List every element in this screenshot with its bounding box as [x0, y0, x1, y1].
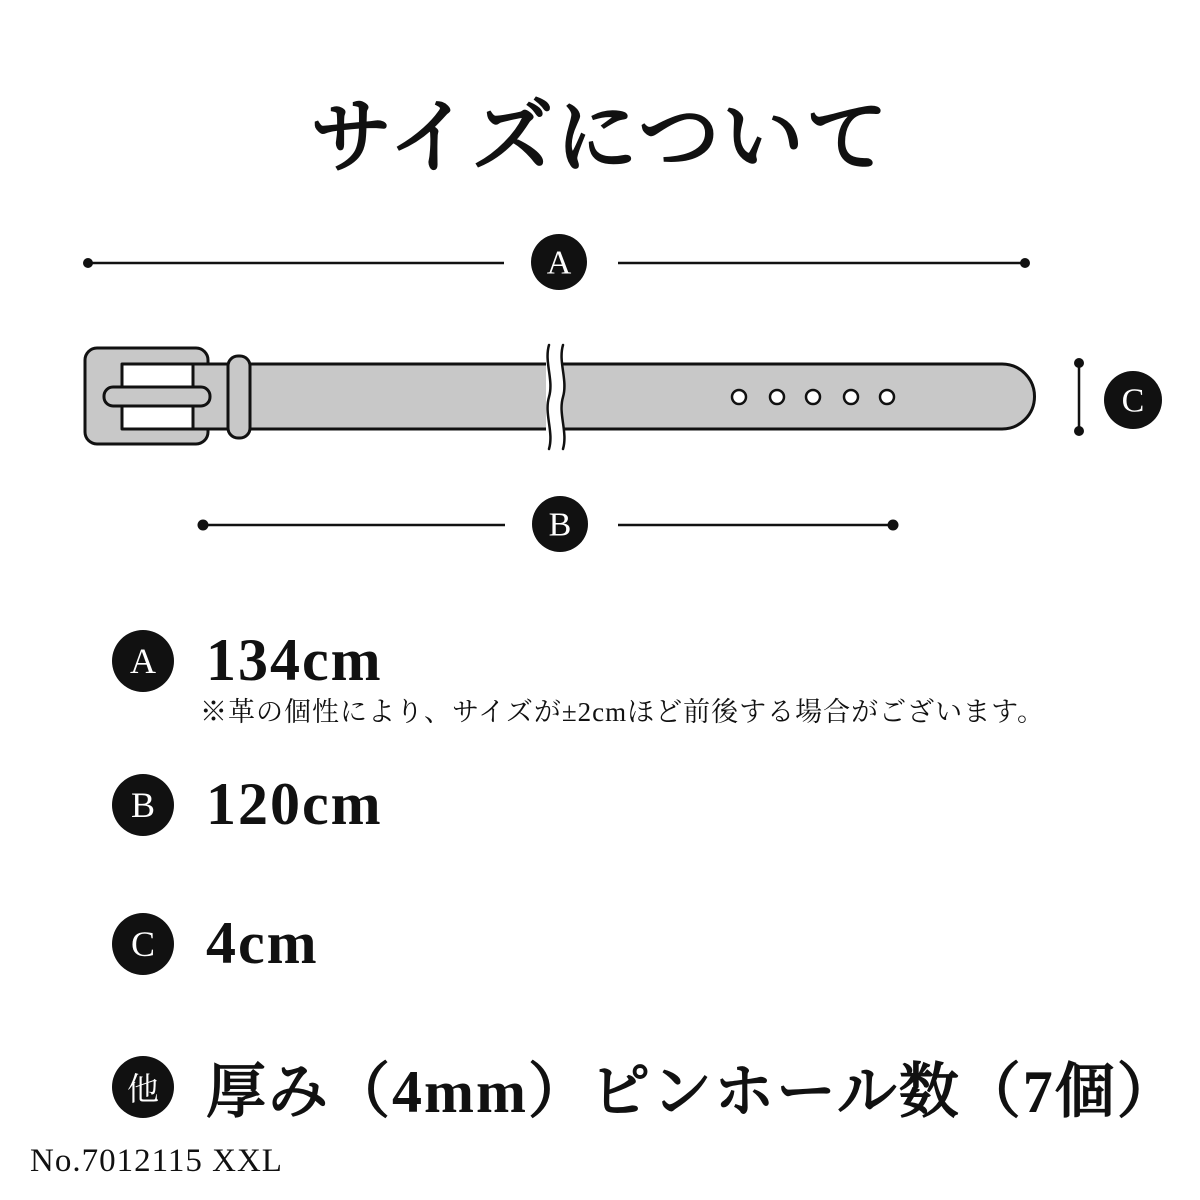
line-end-dot [1020, 258, 1030, 268]
size-a-value: 134cm [206, 627, 383, 693]
pinhole [880, 390, 894, 404]
belt-break-line [562, 345, 565, 449]
pinhole [770, 390, 784, 404]
size-row-c [112, 909, 319, 978]
size-row-b [112, 770, 383, 839]
measurement-line-c [1074, 358, 1162, 436]
page-title: サイズについて [310, 92, 890, 183]
size-b-value: 120cm [206, 771, 383, 837]
size-a-badge: A [112, 630, 174, 692]
size-other-value: 厚み（4mm）ピンホール数（7個） [206, 1059, 1179, 1125]
size-a-note: ※革の個性により、サイズが±2cmほど前後する場合がございます。 [200, 697, 1045, 727]
belt-break-line [548, 345, 551, 449]
size-c-value: 4cm [206, 910, 319, 976]
belt-keeper-loop [228, 356, 250, 438]
size-row-a [112, 626, 383, 695]
measurement-line-a [83, 234, 1030, 290]
marker-b-label: B [548, 506, 572, 544]
measurement-line-b [198, 496, 899, 552]
size-row-other [112, 1044, 1179, 1130]
line-end-dot [1074, 426, 1084, 436]
marker-a-label: A [546, 244, 572, 282]
line-end-dot [888, 520, 899, 531]
pinhole [806, 390, 820, 404]
belt-strap-right [563, 364, 1035, 429]
belt-illustration [85, 345, 1035, 449]
size-b-badge: B [112, 774, 174, 836]
marker-c-label: C [1121, 382, 1145, 420]
belt-prong [104, 387, 210, 406]
pinhole [844, 390, 858, 404]
size-other-badge: 他 [112, 1056, 174, 1118]
product-number: No.7012115 XXL [30, 1143, 283, 1179]
size-c-badge: C [112, 913, 174, 975]
pinhole [732, 390, 746, 404]
